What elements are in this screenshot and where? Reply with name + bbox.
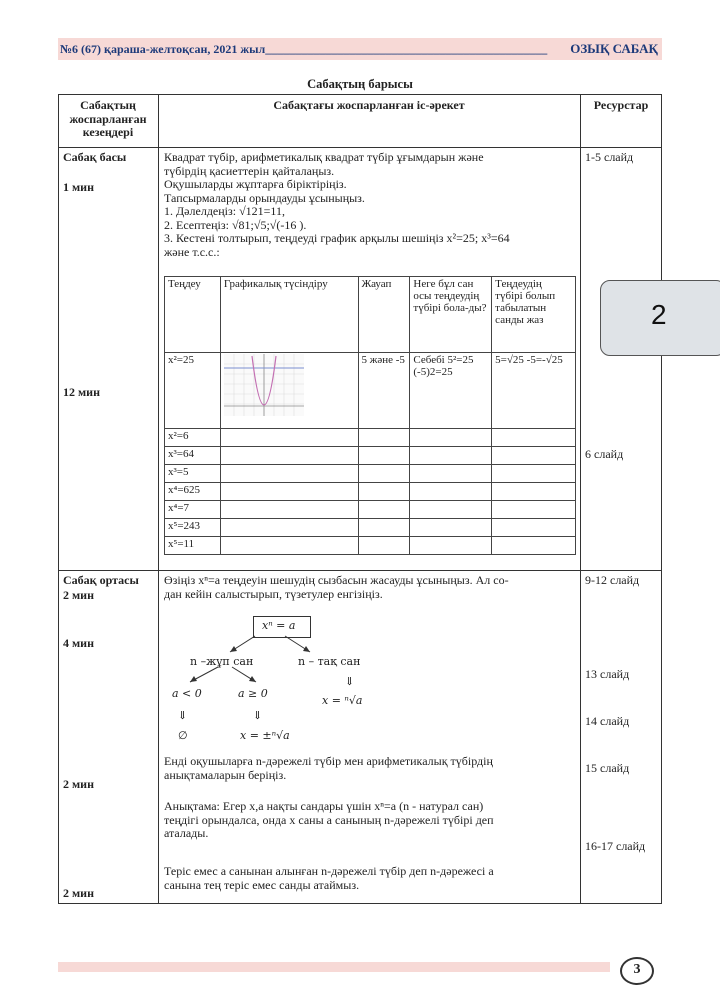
time-1min: 1 мин [63, 180, 95, 194]
section2-intro [164, 574, 578, 601]
text-line: Тапсырмаларды орындауды ұсыныңыз. [164, 190, 365, 205]
time-12min: 12 мин [63, 385, 101, 399]
page-title: Сабақтың барысы [307, 77, 413, 91]
cell-eq: x²=25 [165, 353, 221, 429]
cell-root: 5=√25 -5=-√25 [492, 353, 576, 429]
stage-middle: Сабақ ортасы [63, 573, 139, 587]
eq-row-label: x²=6 [165, 429, 221, 447]
text-line: теңдігі орындалса, онда x саны a санының n-дәрежелі түбірі деп [164, 812, 494, 827]
eq-row-label: x⁴=7 [165, 501, 221, 519]
stage-start: Сабақ басы [63, 150, 127, 164]
col-divider-1 [158, 94, 159, 904]
diagram-top: xⁿ = a [262, 619, 296, 632]
text-line: Анықтама: Егер x,a нақты сандары үшін xⁿ=a (n - натурал сан) [164, 799, 484, 813]
th-graph: Графикалық түсіндіру [220, 277, 358, 353]
section-name: ОЗЫҚ САБАҚ [570, 41, 658, 56]
diagram-empty-set: ∅ [178, 729, 188, 742]
text-line: түбірдің қасиеттерін қайталаңыз. [164, 163, 335, 178]
eq-row-label: x⁵=11 [165, 537, 221, 555]
slide-number-badge [600, 280, 720, 356]
text-line: Енді оқушыларға n-дәрежелі түбір мен арифметикалық түбірдің [164, 754, 493, 768]
th-equation: Теңдеу [165, 277, 221, 353]
diagram-a-negative: a < 0 [172, 687, 202, 700]
th-answer: Жауап [358, 277, 410, 353]
diagram-solution-even: x = ±ⁿ√a [240, 729, 290, 742]
equation-table [164, 276, 576, 555]
slide-number: 2 [651, 299, 667, 330]
col-header-resources: Ресурстар [593, 98, 649, 112]
paragraph-arithmetic-root [164, 865, 578, 892]
time-2min-b: 2 мин [63, 777, 95, 791]
text-line: аталады. [164, 826, 209, 840]
eq-row-label: x⁴=625 [165, 483, 221, 501]
eq-row-label: x³=5 [165, 465, 221, 483]
eq-row-label: x³=64 [165, 447, 221, 465]
resource-slide-14: 14 слайд [585, 714, 630, 728]
text-line: Өзіңіз xⁿ=a теңдеуін шешудің сызбасын жасауды ұсыныңыз. Ал со- [164, 573, 509, 587]
col-divider-2 [580, 94, 581, 904]
resource-slide-13: 13 слайд [585, 667, 630, 681]
th-why: Неге бұл сан осы теңдеудің түбірі бола-ды? [410, 277, 492, 353]
text-line: анықтамаларын беріңіз. [164, 767, 287, 782]
text-line: санына тең теріс емес санды атаймыз. [164, 877, 360, 892]
diagram-arrow-pos: ⇓ [253, 709, 263, 722]
footer-bar [58, 962, 610, 972]
th-root: Теңдеудің түбірі болып табылатын санды жаз [492, 277, 576, 353]
col-header-activity: Сабақтағы жоспарланған іс-әрекет [273, 98, 465, 112]
diagram-solution-odd: x = ⁿ√a [322, 694, 363, 707]
resource-slides-16-17: 16-17 слайд [585, 839, 646, 853]
resource-slide-15: 15 слайд [585, 761, 630, 775]
text-line: 1. Дәлелдеңіз: √121=11, [164, 204, 285, 218]
col-header-stages: Сабақтың жоспарланған кезеңдері [69, 98, 147, 139]
diagram-arrow-neg: ⇓ [178, 709, 188, 722]
text-line: Квадрат түбір, арифметикалық квадрат түбір ұғымдарын және [164, 150, 484, 164]
issue-info: №6 (67) қараша-желтоқсан, 2021 жыл_______________________________________________ [60, 42, 548, 56]
diagram-odd: n – тақ сан [298, 655, 361, 668]
cell-answer: 5 және -5 [358, 353, 410, 429]
text-line: 2. Есептеңіз: √81;√5;√(-16 ). [164, 217, 307, 232]
journal-header [58, 38, 662, 60]
diagram-arrows [160, 630, 400, 730]
text-line: Оқушыларды жұптарға біріктіріңіз. [164, 177, 347, 191]
diagram-arrow-odd: ⇓ [345, 675, 355, 688]
time-2min-a: 2 мин [63, 588, 95, 602]
resource-slides-9-12: 9-12 слайд [585, 573, 640, 587]
paragraph-definitions-intro [164, 755, 578, 782]
diagram-even: n –жұп сан [190, 655, 254, 668]
page-number: 3 [620, 957, 654, 985]
parabola-graph [224, 354, 304, 416]
cell-graph [220, 353, 358, 429]
section-divider [58, 570, 662, 571]
resource-slide-6: 6 слайд [585, 447, 624, 461]
text-line: 3. Кестені толтырып, теңдеуді график арқылы шешіңіз x²=25; x³=64 [164, 231, 510, 245]
section1-text [164, 151, 578, 259]
paragraph-definition [164, 800, 578, 841]
time-4min: 4 мин [63, 636, 95, 650]
time-2min-c: 2 мин [63, 886, 95, 900]
eq-row-label: x⁵=243 [165, 519, 221, 537]
diagram-a-nonnegative: a ≥ 0 [238, 687, 268, 700]
resource-slides-1-5: 1-5 слайд [585, 150, 634, 164]
text-line: Теріс емес a санынан алынған n-дәрежелі түбір деп n-дәрежесі a [164, 864, 494, 878]
text-line: дан кейін салыстырып, түзетулер енгізіңіз. [164, 586, 383, 601]
cell-why: Себебі 5²=25 (-5)2=25 [410, 353, 492, 429]
text-line: және т.с.с.: [164, 244, 220, 259]
header-row-divider [58, 147, 662, 148]
